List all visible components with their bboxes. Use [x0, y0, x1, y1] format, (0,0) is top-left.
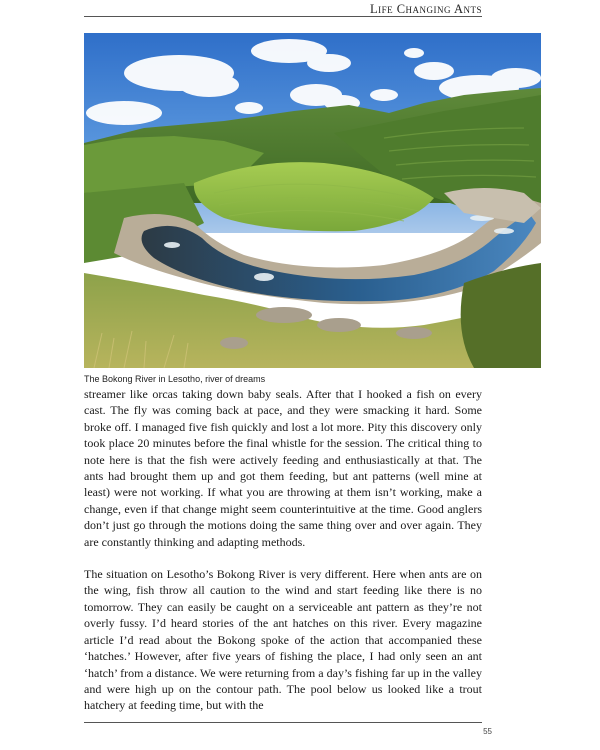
body-paragraph-2: The situation on Lesotho’s Bokong River is very different. Here when ants are on the wing, fish throw all caution to the wind and start feeding like there is no tomorrow. They can easily be caught on a serviceable ant pattern as they’re not overly fussy. I’d heard stories of the ant hatches on this river. Every magazine article I’d read about the Bokong spoke of the action that accompanied these ‘hatches.’ However, after five years of fishing the place, I had only seen an ant ‘hatch’ from a distance. We were returning from a day’s fishing far up in the valley and were high up on the contour path. The pool below us looked like a trout hatchery at feeding time, but with the: [84, 567, 482, 713]
body-text: [84, 386, 482, 714]
running-title: Life Changing Ants: [369, 2, 482, 16]
figure-caption: The Bokong River in Lesotho, river of dreams: [84, 374, 266, 384]
footer-rule: [84, 722, 482, 723]
landscape-photo: [84, 33, 541, 368]
running-head: [84, 0, 482, 17]
body-paragraph-1: streamer like orcas taking down baby seals. After that I hooked a fish on every cast. The fly was coming back at pace, and they were smacking it hard. Some broke off. I managed five fish quickly and lost a lot more. Pity this discovery only took place 20 minutes before the final whistle for the session. The critical thing to note here is that the fish were actively feeding and enthusiastically at that. The ants had brought them up and got them feeding, but ant patterns (well mine at least) were not working. If what you are throwing at them isn’t working, make a change, even if that change might seem counterintuitive at the time. Good anglers don’t just go through the motions doing the same thing over and over again. They are constantly thinking and adapting methods.: [84, 387, 482, 549]
page-number: 55: [483, 727, 492, 736]
